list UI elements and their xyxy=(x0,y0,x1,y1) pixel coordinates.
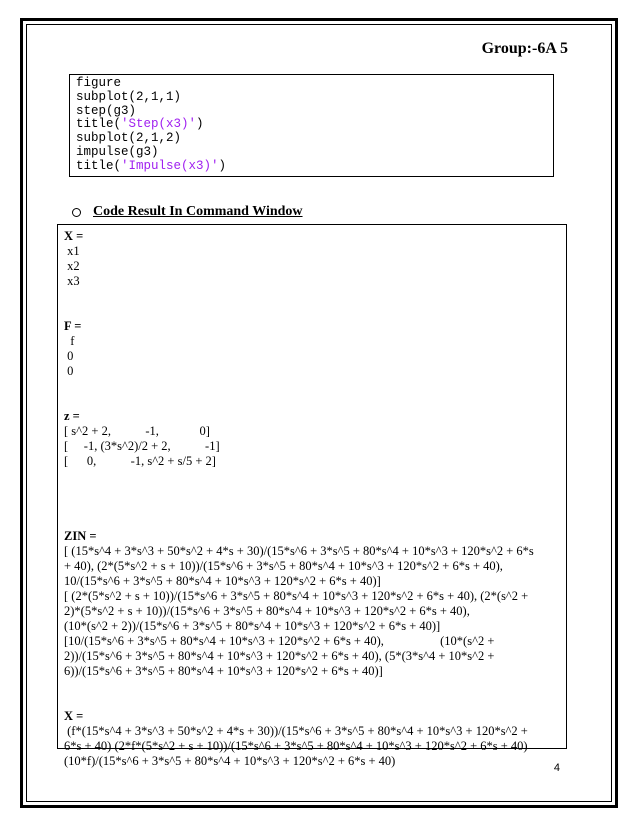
result-line: 0 xyxy=(64,349,74,363)
code-string: 'Impulse(x3)' xyxy=(121,158,219,173)
code-string: 'Step(x3)' xyxy=(121,117,197,132)
result-line: (10*f)/(15*s^6 + 3*s^5 + 80*s^4 + 10*s^3 + 120*s^2 + 6*s + 40) xyxy=(64,754,396,768)
result-line: f xyxy=(64,334,75,348)
result-line: 6))/(15*s^6 + 3*s^5 + 80*s^4 + 10*s^3 + 120*s^2 + 6*s + 40)] xyxy=(64,664,383,678)
section-heading xyxy=(72,204,303,220)
result-line: (10*(s^2 + 2))/(15*s^6 + 3*s^5 + 80*s^4 + 10*s^3 + 120*s^2 + 6*s + 40)] xyxy=(64,619,441,633)
result-line: + 40), (2*(5*s^2 + s + 10))/(15*s^6 + 3*s^5 + 80*s^4 + 10*s^3 + 120*s^2 + 6*s + 40), xyxy=(64,559,503,573)
code-line: subplot(2,1,1) xyxy=(76,89,182,104)
result-line: 10/(15*s^6 + 3*s^5 + 80*s^4 + 10*s^3 + 120*s^2 + 6*s + 40)] xyxy=(64,574,381,588)
code-line: title('Impulse(x3)') xyxy=(76,158,227,173)
result-line: [ (2*(5*s^2 + s + 10))/(15*s^6 + 3*s^5 + 80*s^4 + 10*s^3 + 120*s^2 + 6*s + 40), (2*(s^2 + xyxy=(64,589,529,603)
section-title: Code Result In Command Window xyxy=(93,204,303,219)
result-line: 2)*(5*s^2 + s + 10))/(15*s^6 + 3*s^5 + 80*s^4 + 10*s^3 + 120*s^2 + 6*s + 40), xyxy=(64,604,470,618)
result-line: 2))/(15*s^6 + 3*s^5 + 80*s^4 + 10*s^3 + 120*s^2 + 6*s + 40), (5*(3*s^4 + 10*s^2 + xyxy=(64,649,495,663)
page-number: 4 xyxy=(553,762,560,774)
result-line: [ s^2 + 2, -1, 0] xyxy=(64,424,210,438)
result-label-x: X = xyxy=(64,229,84,243)
code-line: step(g3) xyxy=(76,103,137,118)
result-line: x3 xyxy=(64,274,80,288)
result-line: [ -1, (3*s^2)/2 + 2, -1] xyxy=(64,439,220,453)
result-line: [ (15*s^4 + 3*s^3 + 50*s^2 + 4*s + 30)/(15*s^6 + 3*s^5 + 80*s^4 + 10*s^3 + 120*s^2 + 6*s xyxy=(64,544,534,558)
code-line: impulse(g3) xyxy=(76,144,159,159)
command-window-output xyxy=(57,224,567,768)
code-line: figure xyxy=(76,76,122,90)
result-label-x2: X = xyxy=(64,709,84,723)
result-label-f: F = xyxy=(64,319,82,333)
result-line: 6*s + 40) (2*f*(5*s^2 + s + 10))/(15*s^6 + 3*s^5 + 80*s^4 + 10*s^3 + 120*s^2 + 6*s + 40) xyxy=(64,739,528,753)
result-line: [10/(15*s^6 + 3*s^5 + 80*s^4 + 10*s^3 + 120*s^2 + 6*s + 40), (10*(s^2 + xyxy=(64,634,495,648)
code-line: subplot(2,1,2) xyxy=(76,131,182,146)
code-block xyxy=(69,74,554,177)
result-line: (f*(15*s^4 + 3*s^3 + 50*s^2 + 4*s + 30))/(15*s^6 + 3*s^5 + 80*s^4 + 10*s^3 + 120*s^2 + xyxy=(64,724,528,738)
group-header: Group:-6A 5 xyxy=(481,40,568,57)
result-line: [ 0, -1, s^2 + s/5 + 2] xyxy=(64,454,216,468)
result-label-zin: ZIN = xyxy=(64,529,97,543)
code-line: title('Step(x3)') xyxy=(76,117,204,132)
result-line: 0 xyxy=(64,364,74,378)
result-line: x2 xyxy=(64,259,80,273)
circle-bullet-icon xyxy=(72,208,81,217)
result-line: x1 xyxy=(64,244,80,258)
result-label-z: z = xyxy=(64,409,80,423)
